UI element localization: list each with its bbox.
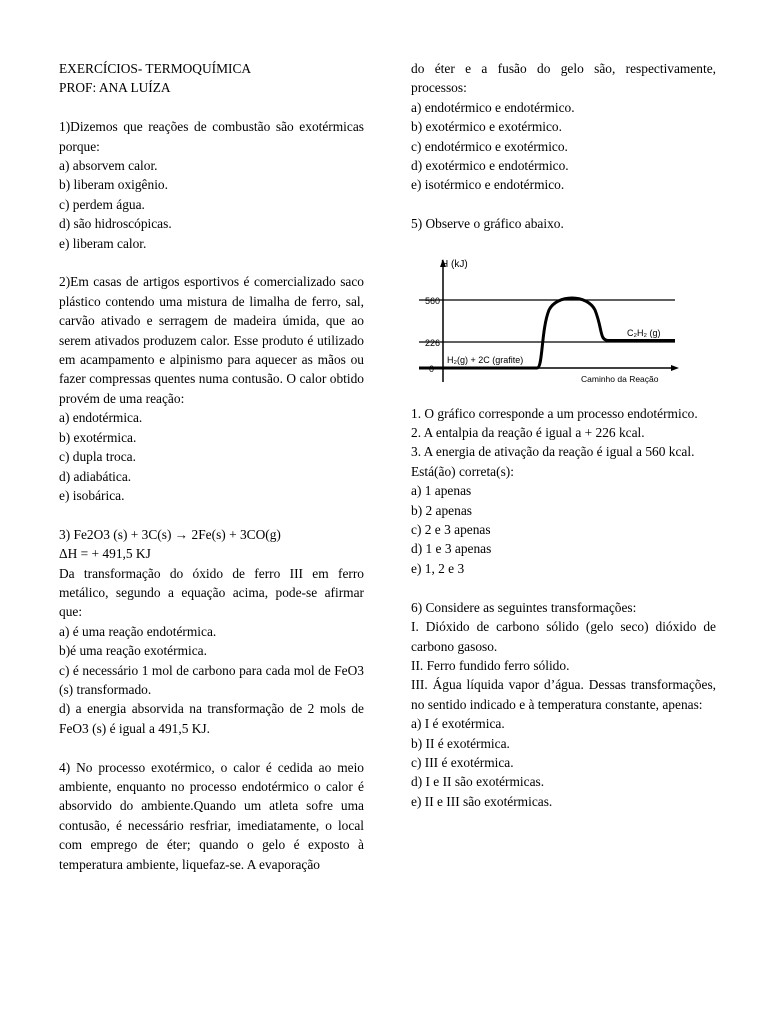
question-4-option: a) endotérmico e endotérmico.: [411, 99, 575, 115]
question-2-option: a) endotérmica.: [59, 410, 143, 426]
question-3-delta-h: ΔH = + 491,5 KJ: [59, 546, 151, 562]
question-6-stem: 6) Considere as seguintes transformações:: [411, 599, 637, 615]
question-5-statement: 2. A entalpia da reação é igual a + 226 kcal.: [411, 425, 645, 441]
question-5-stem: 5) Observe o gráfico abaixo.: [411, 216, 564, 232]
question-4-option: d) exotérmico e endotérmico.: [411, 158, 569, 174]
teacher-name: PROF: ANA LUÍZA: [59, 80, 171, 96]
question-3-stem: Da transformação do óxido de ferro III em ferro metálico, segundo a equação acima, pode-se afirmar que:: [59, 565, 364, 620]
question-3-option: a) é uma reação endotérmica.: [59, 623, 217, 639]
question-5-option: d) 1 e 3 apenas: [411, 541, 492, 557]
x-axis-label: Caminho da Reação: [581, 373, 659, 384]
question-2-option: d) adiabática.: [59, 468, 132, 484]
enthalpy-graph: [411, 256, 683, 386]
question-4-option: c) endotérmico e exotérmico.: [411, 138, 568, 154]
question-6-item: III. Água líquida vapor d’água. Dessas transformações, no sentido indicado e à temperatura constante, apenas:: [411, 677, 716, 712]
question-1-option: c) perdem água.: [59, 196, 145, 212]
question-4-option: e) isotérmico e endotérmico.: [411, 177, 565, 193]
question-1-option: d) são hidroscópicas.: [59, 216, 172, 232]
question-4-stem-continued: do éter e a fusão do gelo são, respectivamente, processos:: [411, 61, 716, 96]
question-6-option: d) I e II são exotérmicas.: [411, 774, 545, 790]
x-axis-arrow: [671, 365, 679, 371]
tick-label-226: 226: [425, 337, 441, 348]
question-6-option: c) III é exotérmica.: [411, 754, 514, 770]
question-2-option: b) exotérmica.: [59, 429, 137, 445]
question-3-option: c) é necessário 1 mol de carbono para cada mol de FeO3 (s) transformado.: [59, 662, 364, 697]
question-2-option: c) dupla troca.: [59, 449, 136, 465]
question-5-statement: 3. A energia de ativação da reação é igual a 560 kcal.: [411, 444, 695, 460]
question-4-stem: 4) No processo exotérmico, o calor é cedida ao meio ambiente, enquanto no processo endotérmico o calor é absorvido do ambiente.Quando um atleta sofre uma contusão, é necessário resfriar, imediatamente, o local com emprego de éter; quando o gelo é exposto à temperatura ambiente, liquefaz-se. A evaporação: [59, 759, 364, 872]
products-label: C₂H₂ (g): [627, 327, 661, 338]
question-6-item: I. Dióxido de carbono sólido (gelo seco) dióxido de carbono gasoso.: [411, 619, 716, 654]
question-6-option: e) II e III são exotérmicas.: [411, 793, 553, 809]
question-5-option: c) 2 e 3 apenas: [411, 522, 491, 538]
question-5-statement: 1. O gráfico corresponde a um processo endotérmico.: [411, 405, 698, 421]
left-column: [59, 59, 364, 874]
question-3-equation: 3) Fe2O3 (s) + 3C(s) → 2Fe(s) + 3CO(g): [59, 526, 281, 542]
reactants-label: H₂(g) + 2C (grafite): [447, 354, 524, 365]
question-6-option: b) II é exotérmica.: [411, 735, 510, 751]
tick-label-0: 0: [429, 363, 435, 374]
question-6-option: a) I é exotérmica.: [411, 716, 505, 732]
question-4-option: b) exotérmico e exotérmico.: [411, 119, 562, 135]
question-3-option: d) a energia absorvida na transformação de 2 mols de FeO3 (s) é igual a 491,5 KJ.: [59, 701, 364, 736]
right-column: [411, 59, 716, 811]
question-5-option: e) 1, 2 e 3: [411, 560, 465, 576]
question-2-option: e) isobárica.: [59, 487, 125, 503]
y-axis-label: H (kJ): [441, 258, 468, 270]
question-6-item: II. Ferro fundido ferro sólido.: [411, 657, 570, 673]
question-5-option: a) 1 apenas: [411, 483, 472, 499]
tick-label-560: 560: [425, 295, 441, 306]
question-5-option: b) 2 apenas: [411, 502, 472, 518]
question-1-option: b) liberam oxigênio.: [59, 177, 168, 193]
question-3-option: b)é uma reação exotérmica.: [59, 643, 207, 659]
question-1-option: e) liberam calor.: [59, 235, 147, 251]
question-1-option: a) absorvem calor.: [59, 158, 158, 174]
question-1-stem: 1)Dizemos que reações de combustão são exotérmicas porque:: [59, 119, 364, 154]
question-5-prompt: Está(ão) correta(s):: [411, 463, 514, 479]
document-title: EXERCÍCIOS- TERMOQUÍMICA: [59, 61, 252, 76]
question-2-stem: 2)Em casas de artigos esportivos é comercializado saco plástico contendo uma mistura de limalha de ferro, sal, carvão ativado e serragem de madeira úmida, que ao serem ativados produzem calor. Esse produto é utilizado em acampamento e alpinismo para aquecer as mãos ou fazer compressas quentes numa contusão. O calor obtido provém de uma reação:: [59, 274, 364, 406]
